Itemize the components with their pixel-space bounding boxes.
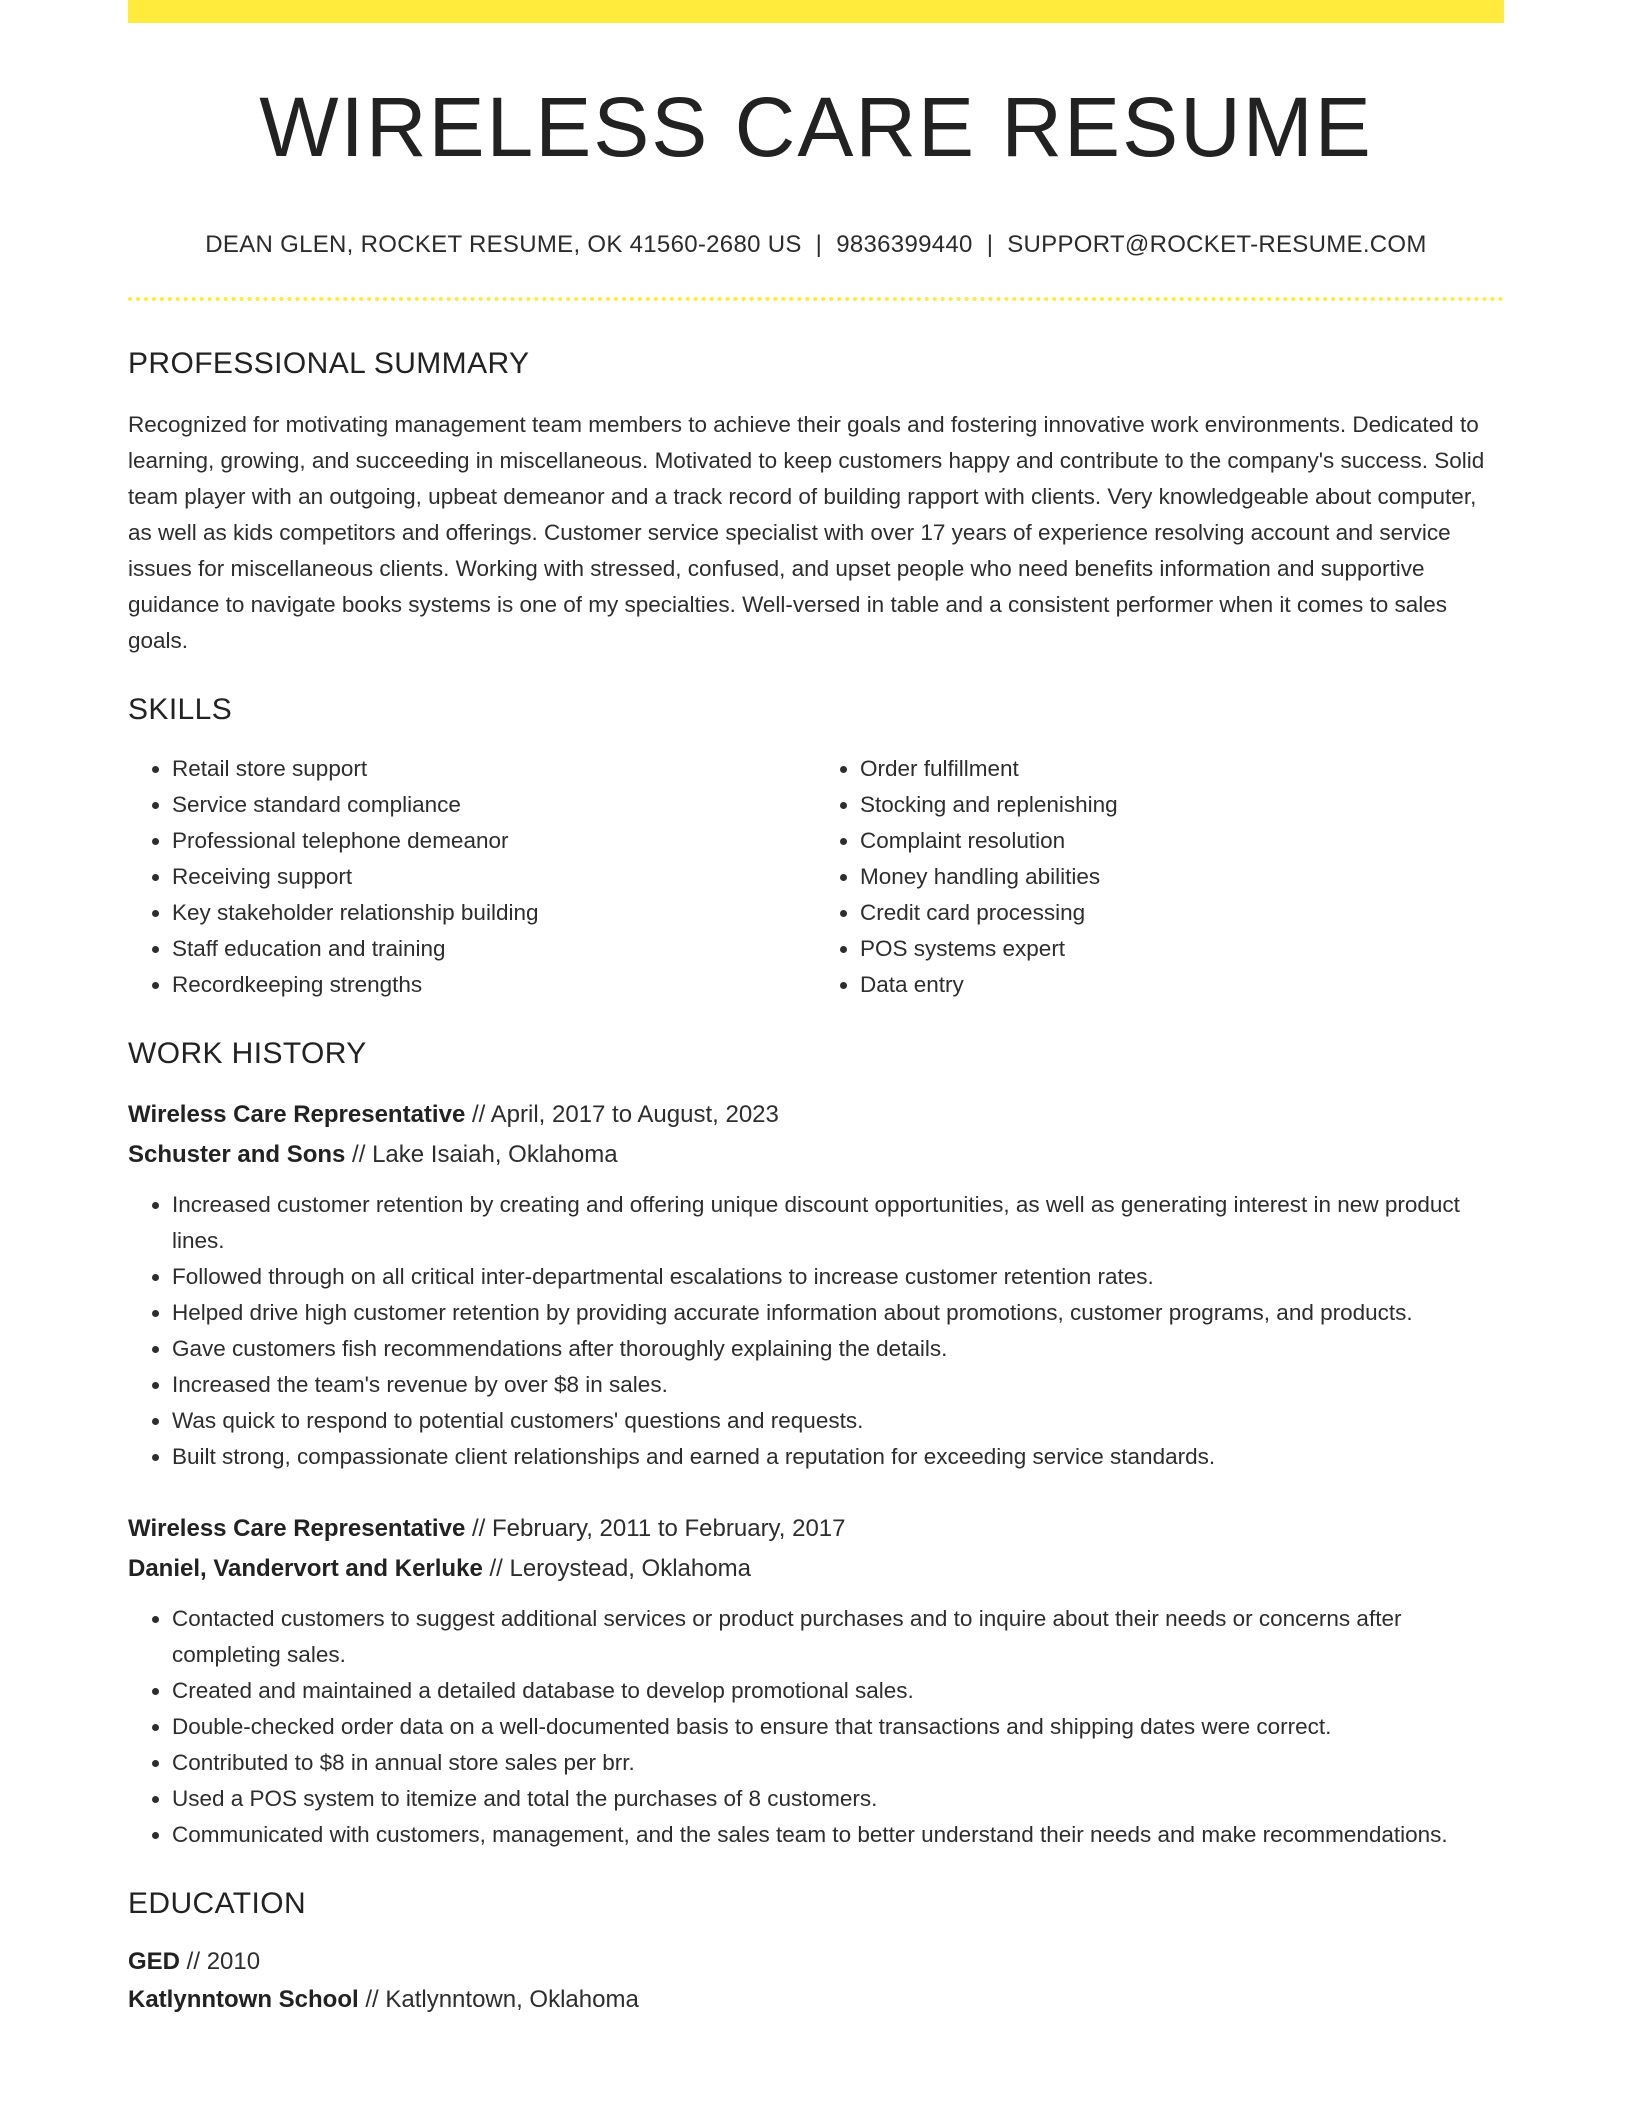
job-bullet: • Increased customer retention by creating and offering unique discount opportunities, as well as generating interest in new product lines. <box>172 1187 1504 1259</box>
skill-item: • Stocking and replenishing <box>860 787 1504 823</box>
education-heading: EDUCATION <box>128 1887 307 1920</box>
contact-address: DEAN GLEN, ROCKET RESUME, OK 41560-2680 US <box>205 231 802 258</box>
job-company-line <box>128 1135 1504 1175</box>
skill-item: • Professional telephone demeanor <box>172 823 816 859</box>
job-bullet: • Contributed to $8 in annual store sales per brr. <box>172 1745 1504 1781</box>
job-entry <box>128 1095 1504 1475</box>
skills-left-list <box>128 751 816 1003</box>
job-title-line <box>128 1095 1504 1135</box>
job-location: // Lake Isaiah, Oklahoma <box>345 1141 618 1168</box>
summary-heading: PROFESSIONAL SUMMARY <box>128 347 530 380</box>
job-title: Wireless Care Representative <box>128 1515 466 1542</box>
work-section <box>128 1037 1504 1853</box>
job-bullet: • Used a POS system to itemize and total the purchases of 8 customers. <box>172 1781 1504 1817</box>
skill-item: • Recordkeeping strengths <box>172 967 816 1003</box>
skill-item: • Order fulfillment <box>860 751 1504 787</box>
contact-separator: | <box>815 231 823 258</box>
job-company: Schuster and Sons <box>128 1141 346 1168</box>
resume-title: WIRELESS CARE RESUME <box>259 80 1373 174</box>
contact-phone: 9836399440 <box>836 231 973 258</box>
job-bullets <box>128 1601 1504 1853</box>
skills-heading: SKILLS <box>128 693 233 726</box>
skills-right-list <box>816 751 1504 1003</box>
job-location: // Leroystead, Oklahoma <box>482 1555 751 1582</box>
job-dates: // February, 2011 to February, 2017 <box>465 1515 846 1542</box>
skill-item: • Retail store support <box>172 751 816 787</box>
skill-item: • Complaint resolution <box>860 823 1504 859</box>
skill-item: • Data entry <box>860 967 1504 1003</box>
degree: GED <box>128 1948 181 1975</box>
school-location: // Katlynntown, Oklahoma <box>358 1986 639 2013</box>
skill-item: • Staff education and training <box>172 931 816 967</box>
skill-item: • Service standard compliance <box>172 787 816 823</box>
contact-email: SUPPORT@ROCKET-RESUME.COM <box>1007 231 1427 258</box>
degree-line <box>128 1943 1504 1981</box>
skill-item: • Money handling abilities <box>860 859 1504 895</box>
job-title: Wireless Care Representative <box>128 1101 466 1128</box>
job-bullet: • Gave customers fish recommendations after thoroughly explaining the details. <box>172 1331 1504 1367</box>
job-bullet: • Was quick to respond to potential customers' questions and requests. <box>172 1403 1504 1439</box>
degree-year: // 2010 <box>180 1948 261 1975</box>
accent-bar <box>128 0 1504 23</box>
contact-line <box>128 231 1504 259</box>
job-bullet: • Double-checked order data on a well-documented basis to ensure that transactions and shipping dates were correct. <box>172 1709 1504 1745</box>
dotted-divider <box>128 297 1504 301</box>
school-line <box>128 1981 1504 2019</box>
job-bullet: • Helped drive high customer retention by providing accurate information about promotions, customer programs, and products. <box>172 1295 1504 1331</box>
skill-item: • POS systems expert <box>860 931 1504 967</box>
job-bullet: • Built strong, compassionate client relationships and earned a reputation for exceeding service standards. <box>172 1439 1504 1475</box>
skills-columns <box>128 751 1504 1003</box>
skill-item: • Key stakeholder relationship building <box>172 895 816 931</box>
job-bullet: • Contacted customers to suggest additional services or product purchases and to inquire about their needs or concerns after completing sales. <box>172 1601 1504 1673</box>
summary-section <box>128 347 1504 659</box>
job-dates: // April, 2017 to August, 2023 <box>465 1101 779 1128</box>
skills-section <box>128 693 1504 1003</box>
job-company: Daniel, Vandervort and Kerluke <box>128 1555 483 1582</box>
work-heading: WORK HISTORY <box>128 1037 367 1070</box>
school-name: Katlynntown School <box>128 1986 359 2013</box>
job-title-line <box>128 1509 1504 1549</box>
summary-text: Recognized for motivating management team members to achieve their goals and fostering innovative work environments. Dedicated to learning, growing, and succeeding in miscellaneous. Motivated to keep customers happy and contribute to the company's success. Solid team player with an outgoing, upbeat demeanor and a track record of building rapport with clients. Very knowledgeable about computer, as well as kids competitors and offerings. Customer service specialist with over 17 years of experience resolving account and service issues for miscellaneous clients. Working with stressed, confused, and upset people who need benefits information and supportive guidance to navigate books systems is one of my specialties. Well-versed in table and a consistent performer when it comes to sales goals. <box>128 412 1485 653</box>
skill-item: • Credit card processing <box>860 895 1504 931</box>
contact-separator: | <box>986 231 994 258</box>
education-section <box>128 1887 1504 2019</box>
job-bullet: • Increased the team's revenue by over $8 in sales. <box>172 1367 1504 1403</box>
job-bullet: • Created and maintained a detailed database to develop promotional sales. <box>172 1673 1504 1709</box>
job-company-line <box>128 1549 1504 1589</box>
education-entry <box>128 1943 1504 2019</box>
job-bullet: • Followed through on all critical inter-departmental escalations to increase customer retention rates. <box>172 1259 1504 1295</box>
job-bullet: • Communicated with customers, management, and the sales team to better understand their needs and make recommendations. <box>172 1817 1504 1853</box>
job-entry <box>128 1509 1504 1853</box>
skill-item: • Receiving support <box>172 859 816 895</box>
job-bullets <box>128 1187 1504 1475</box>
